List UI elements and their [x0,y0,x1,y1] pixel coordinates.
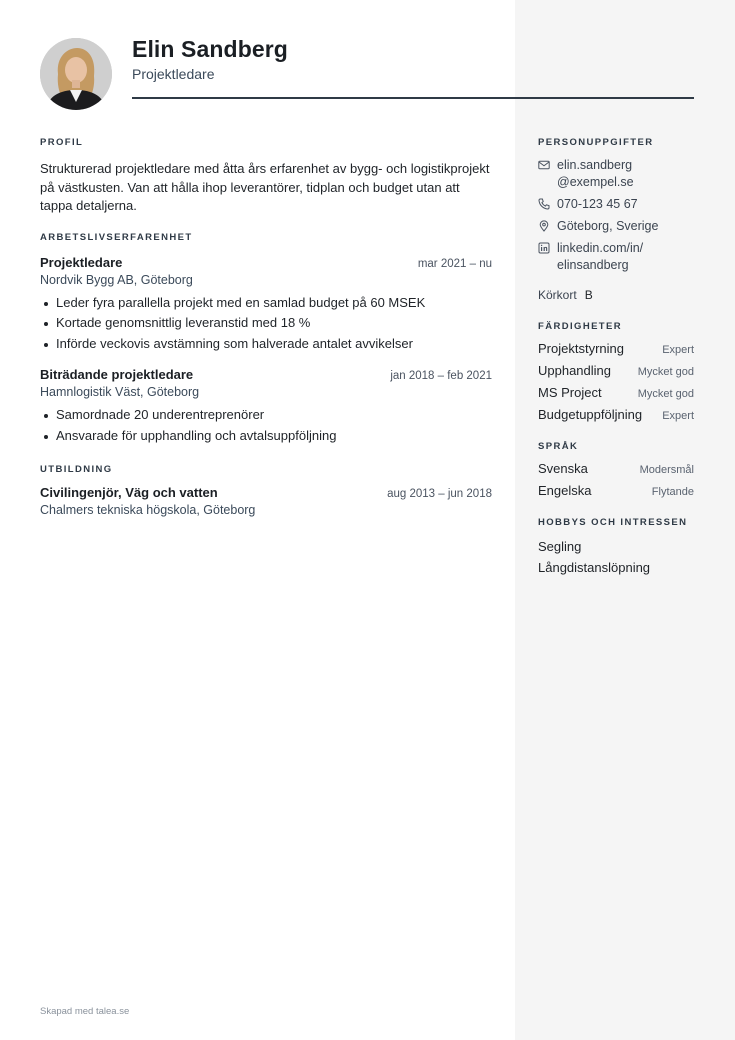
job-date: mar 2021 – nu [417,257,492,270]
profile-heading: PROFIL [40,137,84,148]
language-item [538,461,694,476]
contact-phone[interactable] [538,196,694,213]
skills-heading: FÄRDIGHETER [538,321,623,332]
candidate-title: Projektledare [132,66,215,82]
school-name: Chalmers tekniska högskola, Göteborg [40,503,256,517]
hobby-item: Segling [538,539,582,554]
job-title: Projektledare [40,254,123,270]
licence-label: Körkort [538,288,577,302]
education-heading: UTBILDNING [40,464,113,475]
skill-item [538,407,694,422]
experience-heading: ARBETSLIVSERFARENHET [40,231,193,243]
linkedin-icon [538,242,550,254]
skill-item [538,363,694,378]
job-bullet: Leder fyra parallella projekt med en samlad budget på 60 MSEK [40,293,492,314]
job-bullets [40,405,492,446]
skill-level: Mycket god [637,388,694,400]
email-line-2: @exempel.se [557,175,634,189]
job-bullets [40,293,492,355]
education-date: aug 2013 – jun 2018 [387,488,492,500]
skill-name: Budgetuppföljning [538,407,643,422]
header-divider [132,97,694,99]
language-name: Engelska [538,483,592,498]
job-date: jan 2018 – feb 2021 [390,370,492,382]
profile-text: Strukturerad projektledare med åtta års erfarenhet av bygg- och logistikprojekt på västkusten. Van att hålla ihop leverantörer, tidplan och budget utan att tappa detaljerna. [40,161,490,213]
profile-section [40,137,492,216]
candidate-name: Elin Sandberg [132,36,288,62]
avatar [40,38,112,110]
contact-email[interactable] [538,157,694,191]
languages-heading: SPRÅK [538,441,579,452]
licence-value: B [584,288,593,302]
job-company: Nordvik Bygg AB, Göteborg [40,272,193,287]
phone-number: 070-123 45 67 [557,197,638,211]
language-level: Modersmål [639,464,694,476]
skill-level: Mycket god [637,366,694,378]
location-pin-icon [538,220,550,232]
email-line-1: elin.sandberg [557,158,633,172]
skill-level: Expert [662,410,694,422]
driving-licence [538,288,694,302]
education-entry [40,485,492,517]
job-entry [40,255,492,355]
contact-linkedin[interactable] [538,240,694,274]
contact-location [538,218,694,235]
experience-section [40,232,492,447]
degree-title: Civilingenjör, Väg och vatten [40,485,218,500]
phone-icon [538,198,550,210]
job-company: Hamnlogistik Väst, Göteborg [40,385,200,399]
job-bullet: Samordnade 20 underentreprenörer [40,405,492,426]
skill-name: Projektstyrning [538,341,624,356]
job-bullet: Ansvarade för upphandling och avtalsuppföljning [40,426,492,447]
portrait-photo [40,38,112,110]
skill-name: MS Project [538,385,602,400]
hobbies-heading: HOBBYS OCH INTRESSEN [538,517,688,528]
personal-heading: PERSONUPPGIFTER [538,137,654,148]
job-bullet: Kortade genomsnittlig leveranstid med 18 % [40,313,492,334]
language-name: Svenska [538,461,588,476]
skill-name: Upphandling [538,363,612,378]
location-text: Göteborg, Sverige [557,219,659,233]
education-section [40,464,492,517]
hobby-item: Långdistanslöpning [538,559,651,575]
hobbies-section [538,517,694,578]
sidebar [538,137,694,578]
skill-item [538,341,694,356]
main-column [40,137,492,517]
language-item [538,483,694,498]
skills-section [538,321,694,422]
job-bullet: Införde veckovis avstämning som halverade antalet avvikelser [40,334,492,355]
job-title: Biträdande projektledare [40,367,194,382]
mail-icon [538,159,550,171]
linkedin-line-1: linkedin.com/in/ [557,241,644,255]
languages-section [538,441,694,498]
personal-section [538,137,694,302]
skill-item [538,385,694,400]
linkedin-line-2: elinsandberg [557,258,629,272]
skill-level: Expert [662,344,694,356]
footer-credit: Skapad med talea.se [40,1006,130,1017]
job-entry [40,367,492,446]
language-level: Flytande [651,486,694,498]
